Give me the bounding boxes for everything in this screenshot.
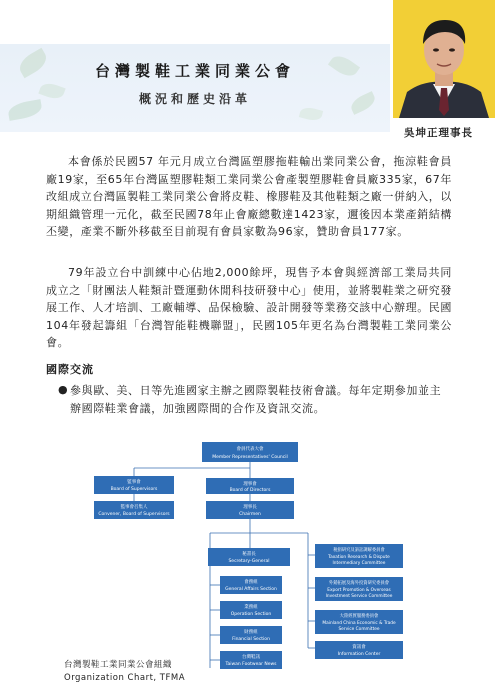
org-node-information — [315, 641, 403, 659]
portrait-illustration — [393, 0, 495, 118]
org-node-directors-en: Board of Directors — [229, 488, 271, 493]
org-chart-caption-zh: 台灣製鞋工業同業公會組織 — [64, 660, 173, 670]
chairman-portrait — [393, 0, 495, 118]
org-node-directors-zh: 理事會 — [243, 482, 257, 487]
org-node-financial — [220, 626, 282, 644]
page-title: 台灣製鞋工業同業公會 — [94, 62, 295, 80]
org-node-members-en: Member Representatives' Council — [212, 455, 288, 460]
page-subtitle: 概況和歷史沿革 — [138, 92, 251, 106]
org-node-supervisors-en: Board of Supervisors — [110, 487, 158, 492]
org-node-mainland-zh: 大陸經貿服務委員會 — [339, 614, 379, 619]
org-node-export — [315, 577, 403, 601]
org-node-export-en1: Export Promotion & Overseas — [327, 588, 391, 593]
org-node-chairman — [206, 501, 294, 519]
org-node-mainland — [315, 610, 403, 634]
org-node-general — [220, 576, 282, 594]
section-heading-international: 國際交流 — [46, 363, 94, 376]
org-node-news-en: Taiwan Footwear News — [225, 662, 277, 667]
org-node-convener-en: Convener, Board of Supervisors — [98, 512, 170, 517]
history-paragraph-1: 本會係於民國57 年元月成立台灣區塑膠拖鞋輸出業同業公會，拖涼鞋會員廠19家，至65年台灣區塑膠鞋類工業同業公會產製塑膠鞋會員廠335家，67年改組成立台灣區製鞋工業同業公會將皮鞋、橡膠鞋及其他鞋類之廠一併納入，以期組織管理一元化，截至民國78年止會廠總數達1423家，邇後因本業產銷結構丕變，產業不斷外移截至目前現有會員家數為96家，贊助會員177家。 — [46, 155, 452, 239]
org-node-news — [220, 651, 282, 669]
org-node-mainland-en2: Service Committee — [338, 627, 380, 632]
org-node-convener-zh: 監事會召集人 — [120, 505, 148, 510]
org-node-information-zh: 資訊會 — [352, 645, 366, 650]
org-node-secgen — [208, 548, 290, 566]
org-node-taxation-zh: 稅捐研究及訴訟調解委員會 — [333, 548, 385, 553]
org-node-general-zh: 會務組 — [244, 580, 258, 585]
leaf-decoration — [299, 105, 323, 122]
org-node-operation-zh: 業務組 — [244, 605, 258, 610]
org-node-operation — [220, 601, 282, 619]
org-node-chairman-en: Chairmen — [239, 512, 261, 517]
org-node-supervisors-zh: 監事會 — [127, 480, 141, 485]
org-node-news-zh: 台灣鞋訊 — [242, 655, 260, 660]
organization-chart — [90, 438, 410, 688]
org-node-export-zh: 外銷拓展及海外投資研究委員會 — [328, 581, 390, 586]
org-node-general-en: General Affairs Section — [225, 587, 277, 592]
org-node-secgen-zh: 秘書長 — [242, 552, 256, 557]
bullet-icon: ● — [58, 383, 68, 396]
org-node-taxation-en2: Intermediary Committee — [332, 561, 386, 566]
org-node-convener — [94, 501, 174, 519]
org-node-taxation — [315, 544, 403, 568]
portrait-caption: 吳坤正理事長 — [404, 127, 473, 139]
org-node-supervisors — [94, 476, 174, 494]
org-chart-caption-en: Organization Chart, TFMA — [64, 673, 186, 683]
org-node-members — [202, 442, 298, 462]
org-node-secgen-en: Secretary-General — [228, 559, 270, 564]
header-band — [0, 44, 390, 132]
org-node-information-en: Information Center — [337, 652, 381, 657]
org-node-directors — [206, 478, 294, 494]
org-node-export-en2: Investment Service Committee — [325, 594, 393, 599]
history-paragraph-2: 79年設立台中訓練中心佔地2,000餘坪，現售予本會與經濟部工業局共同成立之「財團法人鞋類計暨運動休閒科技研發中心」使用，並將製鞋業之研究發展工作、人才培訓、工廠輔導、品保檢驗、設計開發等業務交該中心辦理。民國104年發起籌組「台灣智能鞋機聯盟」，民國105年更名為台灣製鞋工業同業公會。 — [46, 266, 452, 350]
international-bullet: 參與歐、美、日等先進國家主辦之國際製鞋技術會議。每年定期參加並主辦國際鞋業會議，加強國際間的合作及資訊交流。 — [70, 384, 442, 415]
org-node-financial-en: Financial Section — [232, 637, 270, 642]
org-node-operation-en: Operation Section — [230, 612, 272, 617]
org-node-taxation-en1: Taxation Research & Dispute — [328, 555, 390, 560]
org-node-chairman-zh: 理事長 — [243, 505, 257, 510]
org-node-members-zh: 會員代表大會 — [236, 447, 264, 452]
org-node-mainland-en1: Mainland China Economic & Trade — [322, 621, 396, 626]
org-node-financial-zh: 財務組 — [244, 630, 258, 635]
org-chart-caption — [64, 659, 185, 685]
